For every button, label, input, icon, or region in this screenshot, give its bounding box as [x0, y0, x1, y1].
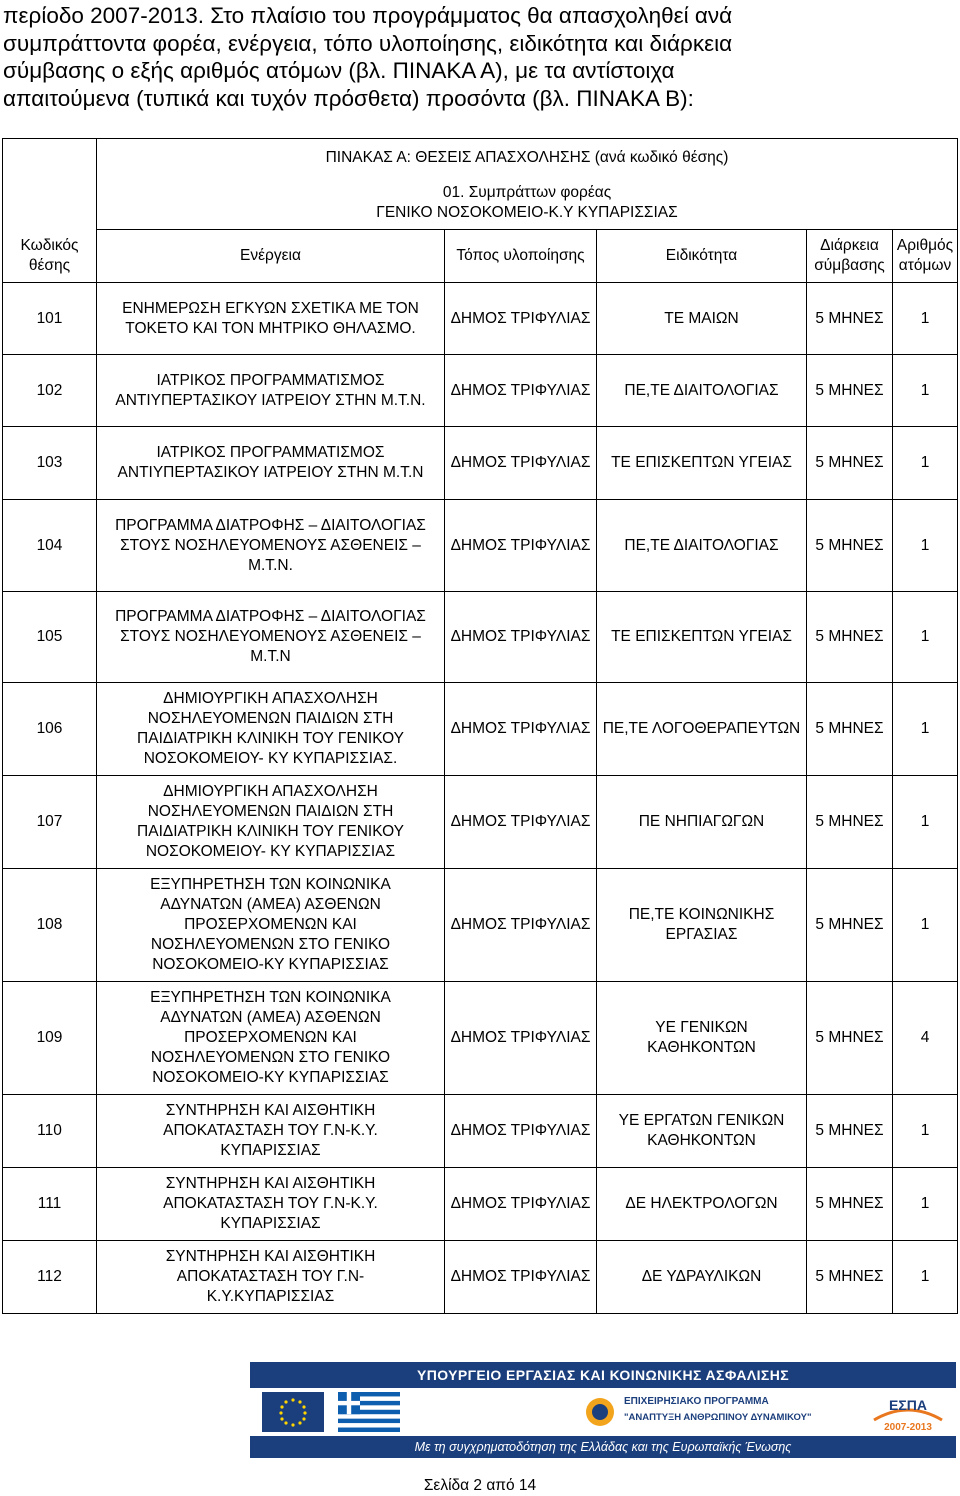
specialty-cell: ΥΕ ΓΕΝΙΚΩΝ ΚΑΘΗΚΟΝΤΩΝ	[597, 982, 807, 1095]
table-header-spacer	[3, 139, 97, 230]
table-row	[3, 1241, 958, 1314]
action-cell: ΠΡΟΓΡΑΜΜΑ ΔΙΑΤΡΟΦΗΣ – ΔΙΑΙΤΟΛΟΓΙΑΣ ΣΤΟΥΣ ΝΟΣΗΛΕΥΟΜΕΝΟΥΣ ΑΣΘΕΝΕΙΣ – Μ.Τ.Ν.	[97, 500, 445, 592]
table-row	[3, 283, 958, 355]
eu-flag-icon	[262, 1392, 324, 1432]
specialty-cell: ΥΕ ΕΡΓΑΤΩΝ ΓΕΝΙΚΩΝ ΚΑΘΗΚΟΝΤΩΝ	[597, 1095, 807, 1168]
position-code: 108	[3, 869, 97, 982]
count-cell: 1	[893, 500, 958, 592]
positions-table	[2, 138, 958, 1314]
espa-years: 2007-2013	[884, 1422, 932, 1433]
duration-cell: 5 ΜΗΝΕΣ	[807, 500, 893, 592]
action-cell: ΕΞΥΠΗΡΕΤΗΣΗ ΤΩΝ ΚΟΙΝΩΝΙΚΑ ΑΔΥΝΑΤΩΝ (ΑΜΕΑ) ΑΣΘΕΝΩΝ ΠΡΟΣΕΡΧΟΜΕΝΩΝ ΚΑΙ ΝΟΣΗΛΕΥΟΜΕΝΩΝ ΣΤΟ ΓΕΝΙΚΟ ΝΟΣΟΚΟΜΕΙΟ-ΚΥ ΚΥΠΑΡΙΣΣΙΑΣ	[97, 869, 445, 982]
duration-cell: 5 ΜΗΝΕΣ	[807, 683, 893, 776]
position-code: 107	[3, 776, 97, 869]
specialty-cell: ΠΕ ΝΗΠΙΑΓΩΓΩΝ	[597, 776, 807, 869]
table-row	[3, 776, 958, 869]
action-cell: ΠΡΟΓΡΑΜΜΑ ΔΙΑΤΡΟΦΗΣ – ΔΙΑΙΤΟΛΟΓΙΑΣ ΣΤΟΥΣ ΝΟΣΗΛΕΥΟΜΕΝΟΥΣ ΑΣΘΕΝΕΙΣ – Μ.Τ.Ν	[97, 592, 445, 683]
count-cell: 1	[893, 683, 958, 776]
duration-cell: 5 ΜΗΝΕΣ	[807, 776, 893, 869]
action-cell: ΕΝΗΜΕΡΩΣΗ ΕΓΚΥΩΝ ΣΧΕΤΙΚΑ ΜΕ ΤΟΝ ΤΟΚΕΤΟ ΚΑΙ ΤΟΝ ΜΗΤΡΙΚΟ ΘΗΛΑΣΜΟ.	[97, 283, 445, 355]
count-cell: 1	[893, 283, 958, 355]
table-row	[3, 982, 958, 1095]
table-row	[3, 1095, 958, 1168]
place-cell: ΔΗΜΟΣ ΤΡΙΦΥΛΙΑΣ	[445, 1241, 597, 1314]
count-cell: 1	[893, 869, 958, 982]
intro-line: σύμβασης ο εξής αριθμός ατόμων (βλ. ΠΙΝΑΚΑ Α), με τα αντίστοιχα	[3, 58, 675, 83]
duration-cell: 5 ΜΗΝΕΣ	[807, 355, 893, 427]
duration-cell: 5 ΜΗΝΕΣ	[807, 592, 893, 683]
action-cell: ΣΥΝΤΗΡΗΣΗ ΚΑΙ ΑΙΣΘΗΤΙΚΗ ΑΠΟΚΑΤΑΣΤΑΣΗ ΤΟΥ Γ.Ν-Κ.Υ. ΚΥΠΑΡΙΣΣΙΑΣ	[97, 1168, 445, 1241]
place-cell: ΔΗΜΟΣ ΤΡΙΦΥΛΙΑΣ	[445, 1168, 597, 1241]
specialty-cell: ΠΕ,ΤΕ ΚΟΙΝΩΝΙΚΗΣ ΕΡΓΑΣΙΑΣ	[597, 869, 807, 982]
place-cell: ΔΗΜΟΣ ΤΡΙΦΥΛΙΑΣ	[445, 592, 597, 683]
count-cell: 1	[893, 776, 958, 869]
count-cell: 1	[893, 592, 958, 683]
partner-name: ΓΕΝΙΚΟ ΝΟΣΟΚΟΜΕΙΟ-Κ.Υ ΚΥΠΑΡΙΣΣΙΑΣ	[376, 204, 678, 221]
duration-cell: 5 ΜΗΝΕΣ	[807, 1095, 893, 1168]
position-code: 105	[3, 592, 97, 683]
header-code: Κωδικός θέσης	[3, 230, 97, 283]
duration-cell: 5 ΜΗΝΕΣ	[807, 1241, 893, 1314]
duration-cell: 5 ΜΗΝΕΣ	[807, 869, 893, 982]
position-code: 112	[3, 1241, 97, 1314]
header-duration: Διάρκεια σύμβασης	[807, 230, 893, 283]
specialty-cell: ΤΕ ΕΠΙΣΚΕΠΤΩΝ ΥΓΕΙΑΣ	[597, 592, 807, 683]
intro-line: συμπράττοντα φορέα, ενέργεια, τόπο υλοποίησης, ειδικότητα και διάρκεια	[3, 30, 733, 56]
action-cell: ΣΥΝΤΗΡΗΣΗ ΚΑΙ ΑΙΣΘΗΤΙΚΗ ΑΠΟΚΑΤΑΣΤΑΣΗ ΤΟΥ Γ.Ν-Κ.Υ. ΚΥΠΑΡΙΣΣΙΑΣ	[97, 1095, 445, 1168]
duration-cell: 5 ΜΗΝΕΣ	[807, 982, 893, 1095]
header-specialty: Ειδικότητα	[597, 230, 807, 283]
specialty-cell: ΔΕ ΗΛΕΚΤΡΟΛΟΓΩΝ	[597, 1168, 807, 1241]
place-cell: ΔΗΜΟΣ ΤΡΙΦΥΛΙΑΣ	[445, 283, 597, 355]
partner-number: 01. Συμπράττων φορέας	[442, 184, 612, 201]
action-cell: ΙΑΤΡΙΚΟΣ ΠΡΟΓΡΑΜΜΑΤΙΣΜΟΣ ΑΝΤΙΥΠΕΡΤΑΣΙΚΟΥ ΙΑΤΡΕΙΟΥ ΣΤΗΝ Μ.Τ.Ν.	[97, 355, 445, 427]
place-cell: ΔΗΜΟΣ ΤΡΙΦΥΛΙΑΣ	[445, 683, 597, 776]
duration-cell: 5 ΜΗΝΕΣ	[807, 283, 893, 355]
table-header-row	[3, 230, 958, 283]
intro-line: περίοδο 2007-2013. Στο πλαίσιο του προγράμματος θα απασχοληθεί ανά	[3, 3, 733, 28]
header-action: Ενέργεια	[97, 230, 445, 283]
table-row	[3, 500, 958, 592]
action-cell: ΔΗΜΙΟΥΡΓΙΚΗ ΑΠΑΣΧΟΛΗΣΗ ΝΟΣΗΛΕΥΟΜΕΝΩΝ ΠΑΙΔΙΩΝ ΣΤΗ ΠΑΙΔΙΑΤΡΙΚΗ ΚΛΙΝΙΚΗ ΤΟΥ ΓΕΝΙΚΟΥ ΝΟΣΟΚΟΜΕΙΟΥ- ΚΥ ΚΥΠΑΡΙΣΣΙΑΣ.	[97, 683, 445, 776]
place-cell: ΔΗΜΟΣ ΤΡΙΦΥΛΙΑΣ	[445, 355, 597, 427]
position-code: 101	[3, 283, 97, 355]
action-cell: ΕΞΥΠΗΡΕΤΗΣΗ ΤΩΝ ΚΟΙΝΩΝΙΚΑ ΑΔΥΝΑΤΩΝ (ΑΜΕΑ) ΑΣΘΕΝΩΝ ΠΡΟΣΕΡΧΟΜΕΝΩΝ ΚΑΙ ΝΟΣΗΛΕΥΟΜΕΝΩΝ ΣΤΟ ΓΕΝΙΚΟ ΝΟΣΟΚΟΜΕΙΟ-ΚΥ ΚΥΠΑΡΙΣΣΙΑΣ	[97, 982, 445, 1095]
cofunding-note: Με τη συγχρηματοδότηση της Ελλάδας και της Ευρωπαϊκής Ένωσης	[250, 1436, 956, 1458]
specialty-cell: ΠΕ,ΤΕ ΔΙΑΙΤΟΛΟΓΙΑΣ	[597, 500, 807, 592]
position-code: 110	[3, 1095, 97, 1168]
specialty-cell: ΠΕ,ΤΕ ΔΙΑΙΤΟΛΟΓΙΑΣ	[597, 355, 807, 427]
table-row	[3, 355, 958, 427]
count-cell: 1	[893, 1168, 958, 1241]
table-row	[3, 683, 958, 776]
table-row	[3, 427, 958, 500]
greek-flag-icon	[338, 1392, 400, 1432]
position-code: 103	[3, 427, 97, 500]
table-caption: ΠΙΝΑΚΑΣ Α: ΘΕΣΕΙΣ ΑΠΑΣΧΟΛΗΣΗΣ (ανά κωδικό θέσης)	[97, 139, 958, 178]
espa-logo-icon	[868, 1390, 948, 1434]
specialty-cell: ΤΕ ΕΠΙΣΚΕΠΤΩΝ ΥΓΕΙΑΣ	[597, 427, 807, 500]
partner-cell	[97, 177, 958, 230]
count-cell: 4	[893, 982, 958, 1095]
position-code: 109	[3, 982, 97, 1095]
duration-cell: 5 ΜΗΝΕΣ	[807, 427, 893, 500]
place-cell: ΔΗΜΟΣ ΤΡΙΦΥΛΙΑΣ	[445, 869, 597, 982]
table-row	[3, 592, 958, 683]
intro-line: απαιτούμενα (τυπικά και τυχόν πρόσθετα) προσόντα (βλ. ΠΙΝΑΚΑ Β):	[3, 85, 694, 111]
page-number: Σελίδα 2 από 14	[423, 1477, 537, 1494]
program-subtitle: "ΑΝΑΠΤΥΞΗ ΑΝΘΡΩΠΙΝΟΥ ΔΥΝΑΜΙΚΟΥ"	[624, 1412, 812, 1423]
espa-label: ΕΣΠΑ	[889, 1397, 927, 1413]
program-name: ΕΠΙΧΕΙΡΗΣΙΑΚΟ ΠΡΟΓΡΑΜΜΑ	[624, 1396, 769, 1407]
specialty-cell: ΔΕ ΥΔΡΑΥΛΙΚΩΝ	[597, 1241, 807, 1314]
position-code: 102	[3, 355, 97, 427]
specialty-cell: ΤΕ ΜΑΙΩΝ	[597, 283, 807, 355]
position-code: 111	[3, 1168, 97, 1241]
action-cell: ΣΥΝΤΗΡΗΣΗ ΚΑΙ ΑΙΣΘΗΤΙΚΗ ΑΠΟΚΑΤΑΣΤΑΣΗ ΤΟΥ Γ.Ν-Κ.Υ.ΚΥΠΑΡΙΣΣΙΑΣ	[97, 1241, 445, 1314]
count-cell: 1	[893, 355, 958, 427]
specialty-cell: ΠΕ,ΤΕ ΛΟΓΟΘΕΡΑΠΕΥΤΩΝ	[597, 683, 807, 776]
place-cell: ΔΗΜΟΣ ΤΡΙΦΥΛΙΑΣ	[445, 776, 597, 869]
place-cell: ΔΗΜΟΣ ΤΡΙΦΥΛΙΑΣ	[445, 982, 597, 1095]
count-cell: 1	[893, 1241, 958, 1314]
header-place: Τόπος υλοποίησης	[445, 230, 597, 283]
position-code: 104	[3, 500, 97, 592]
position-code: 106	[3, 683, 97, 776]
count-cell: 1	[893, 427, 958, 500]
place-cell: ΔΗΜΟΣ ΤΡΙΦΥΛΙΑΣ	[445, 427, 597, 500]
header-count: Αριθμός ατόμων	[893, 230, 958, 283]
place-cell: ΔΗΜΟΣ ΤΡΙΦΥΛΙΑΣ	[445, 500, 597, 592]
action-cell: ΙΑΤΡΙΚΟΣ ΠΡΟΓΡΑΜΜΑΤΙΣΜΟΣ ΑΝΤΙΥΠΕΡΤΑΣΙΚΟΥ ΙΑΤΡΕΙΟΥ ΣΤΗΝ Μ.Τ.Ν	[97, 427, 445, 500]
intro-paragraph	[3, 2, 958, 112]
table-row	[3, 869, 958, 982]
ministry-title: ΥΠΟΥΡΓΕΙΟ ΕΡΓΑΣΙΑΣ ΚΑΙ ΚΟΙΝΩΝΙΚΗΣ ΑΣΦΑΛΙΣΗΣ	[250, 1362, 956, 1388]
funding-banner	[250, 1362, 956, 1458]
count-cell: 1	[893, 1095, 958, 1168]
table-row	[3, 1168, 958, 1241]
action-cell: ΔΗΜΙΟΥΡΓΙΚΗ ΑΠΑΣΧΟΛΗΣΗ ΝΟΣΗΛΕΥΟΜΕΝΩΝ ΠΑΙΔΙΩΝ ΣΤΗ ΠΑΙΔΙΑΤΡΙΚΗ ΚΛΙΝΙΚΗ ΤΟΥ ΓΕΝΙΚΟΥ ΝΟΣΟΚΟΜΕΙΟΥ- ΚΥ ΚΥΠΑΡΙΣΣΙΑΣ	[97, 776, 445, 869]
place-cell: ΔΗΜΟΣ ΤΡΙΦΥΛΙΑΣ	[445, 1095, 597, 1168]
duration-cell: 5 ΜΗΝΕΣ	[807, 1168, 893, 1241]
